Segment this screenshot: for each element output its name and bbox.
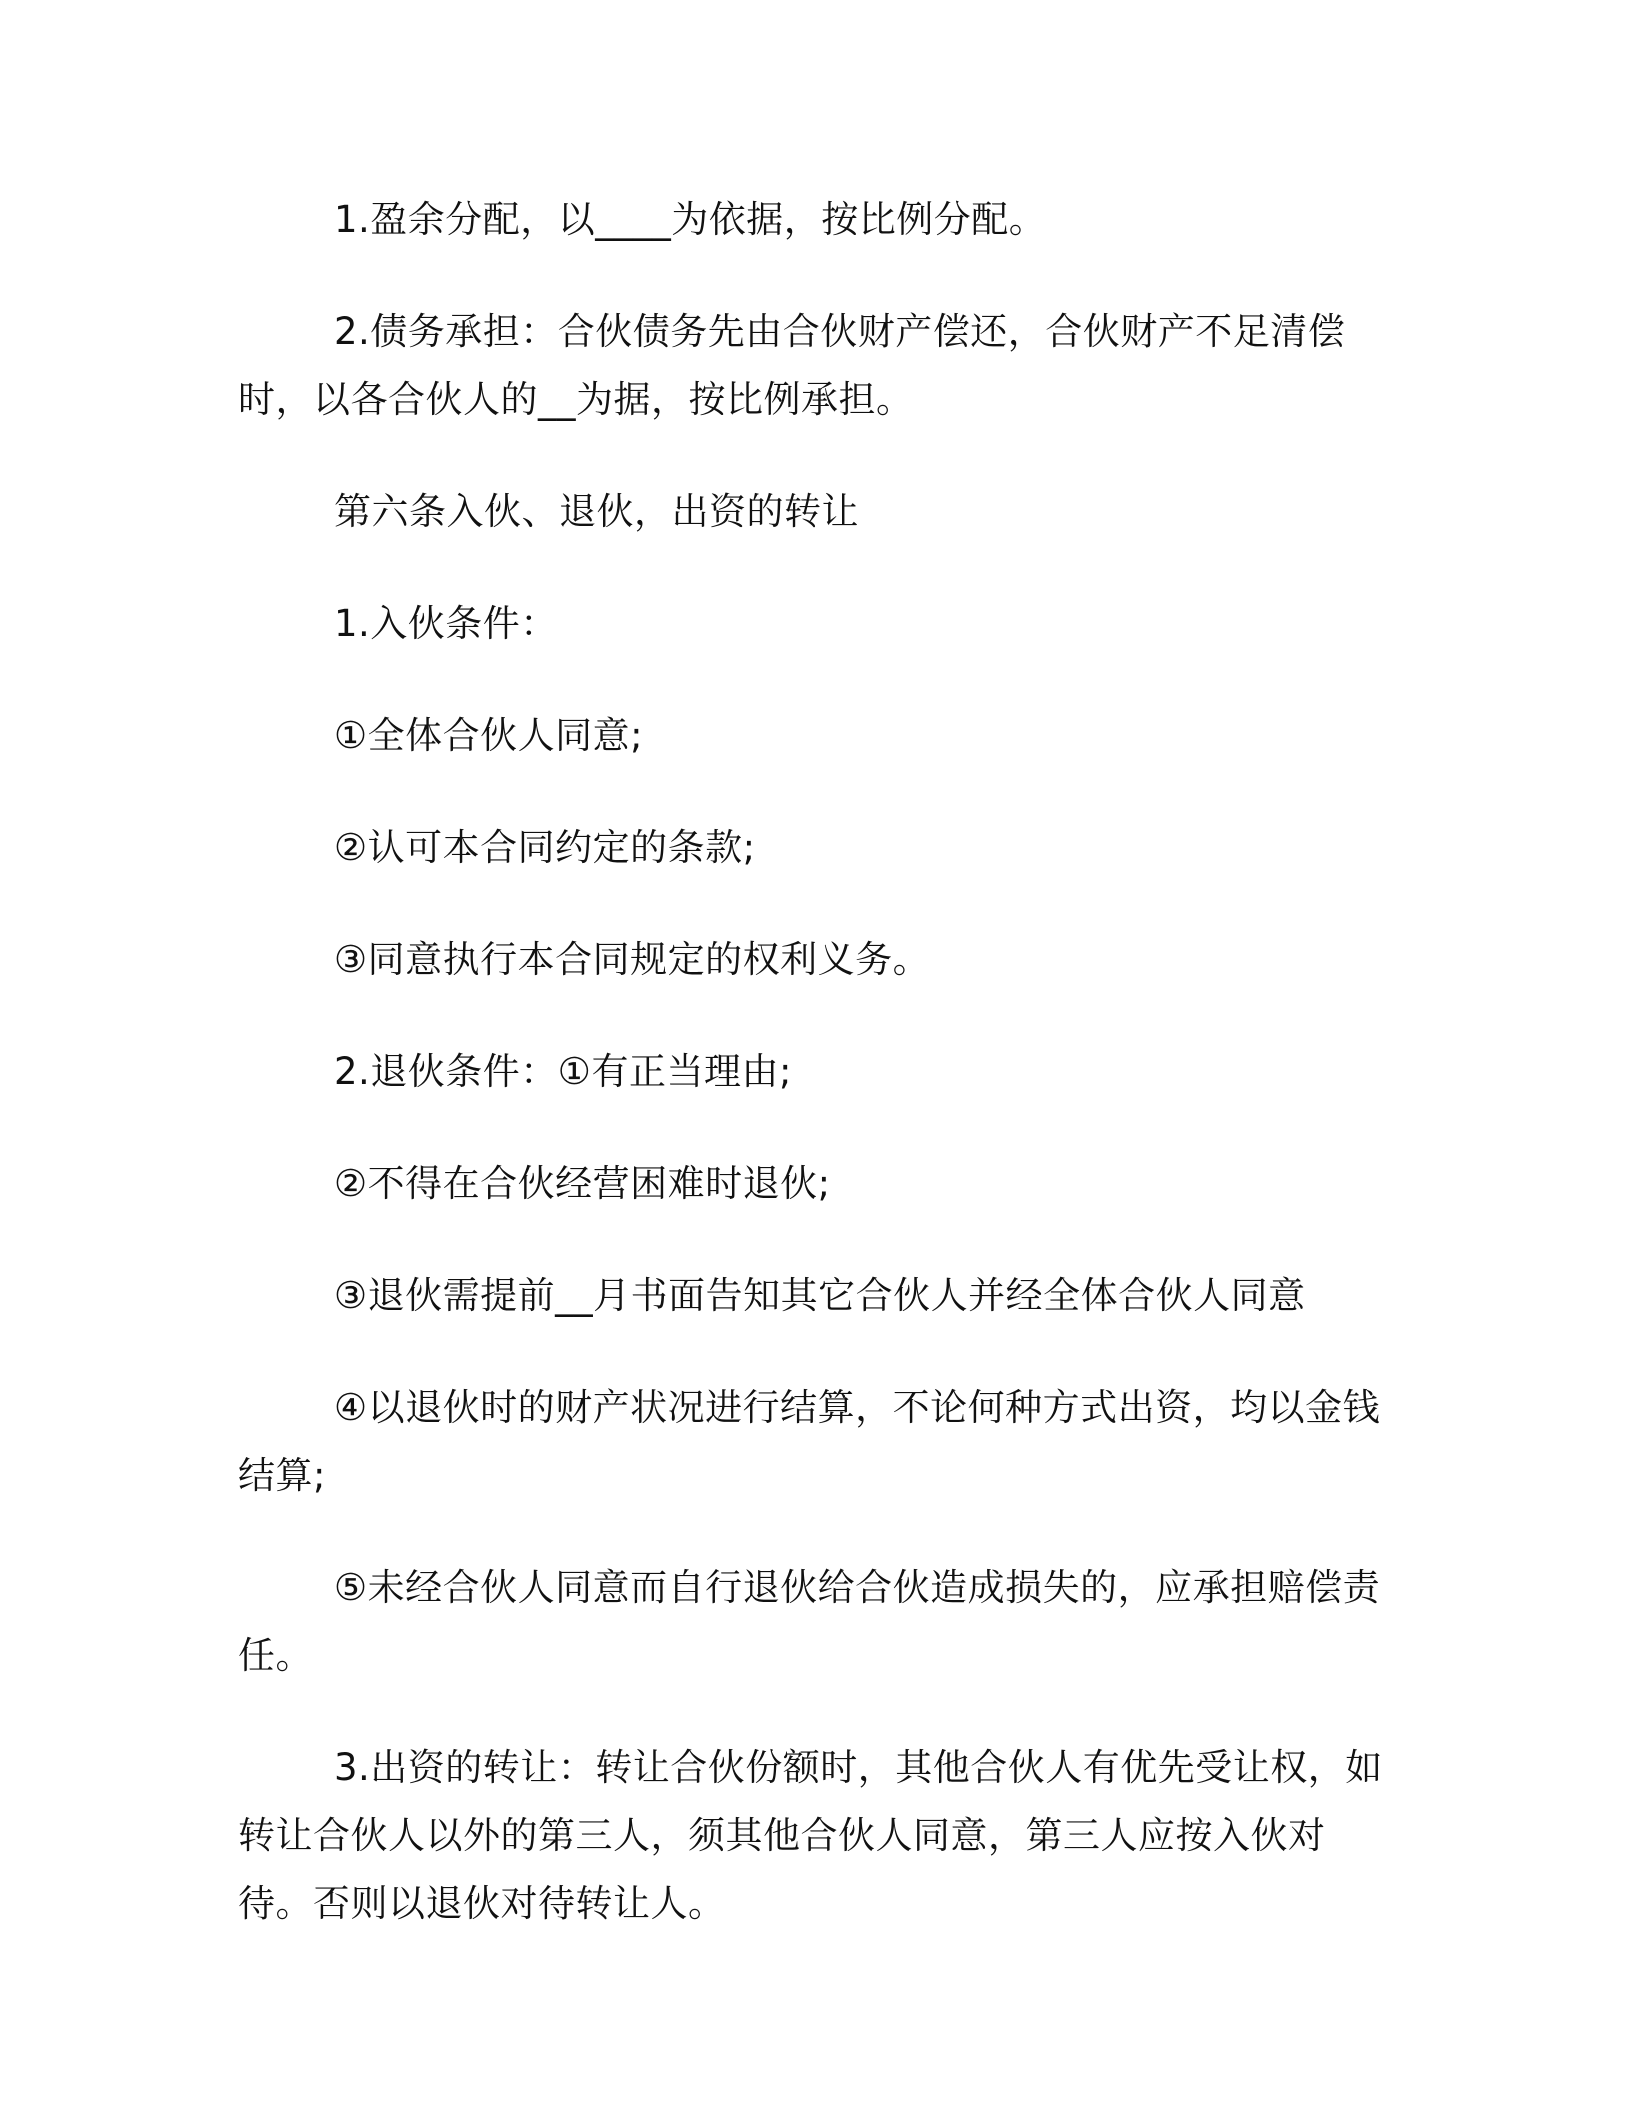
article-six-heading: 第六条入伙、退伙，出资的转让	[334, 490, 859, 533]
paragraph-capital-transfer: 3.出资的转让：转让合伙份额时，其他合伙人有优先受让权，如转让合伙人以外的第三人，须其他合伙人同意，第三人应按入伙对待。否则以退伙对待转让人。	[238, 1746, 1383, 1925]
withdrawal-condition-5: ⑤未经合伙人同意而自行退伙给合伙造成损失的，应承担赔偿责任。	[238, 1566, 1381, 1677]
withdrawal-condition-4: ④以退伙时的财产状况进行结算，不论何种方式出资，均以金钱结算;	[238, 1386, 1381, 1497]
joining-condition-2: ②认可本合同约定的条款;	[334, 826, 756, 869]
paragraph-profit-distribution: 1.盈余分配，以____为依据，按比例分配。	[334, 198, 1047, 241]
withdrawal-condition-3: ③退伙需提前__月书面告知其它合伙人并经全体合伙人同意	[334, 1274, 1306, 1317]
paragraph-joining-conditions: 1.入伙条件：	[334, 602, 558, 645]
withdrawal-condition-2: ②不得在合伙经营困难时退伙;	[334, 1162, 831, 1205]
paragraph-withdrawal-conditions: 2.退伙条件：①有正当理由;	[334, 1050, 792, 1093]
joining-condition-3: ③同意执行本合同规定的权利义务。	[334, 938, 931, 981]
paragraph-debt-bearing: 2.债务承担：合伙债务先由合伙财产偿还，合伙财产不足清偿时，以各合伙人的__为据，按比例承担。	[238, 310, 1346, 421]
joining-condition-1: ①全体合伙人同意;	[334, 714, 644, 757]
document-body	[238, 186, 1398, 1982]
